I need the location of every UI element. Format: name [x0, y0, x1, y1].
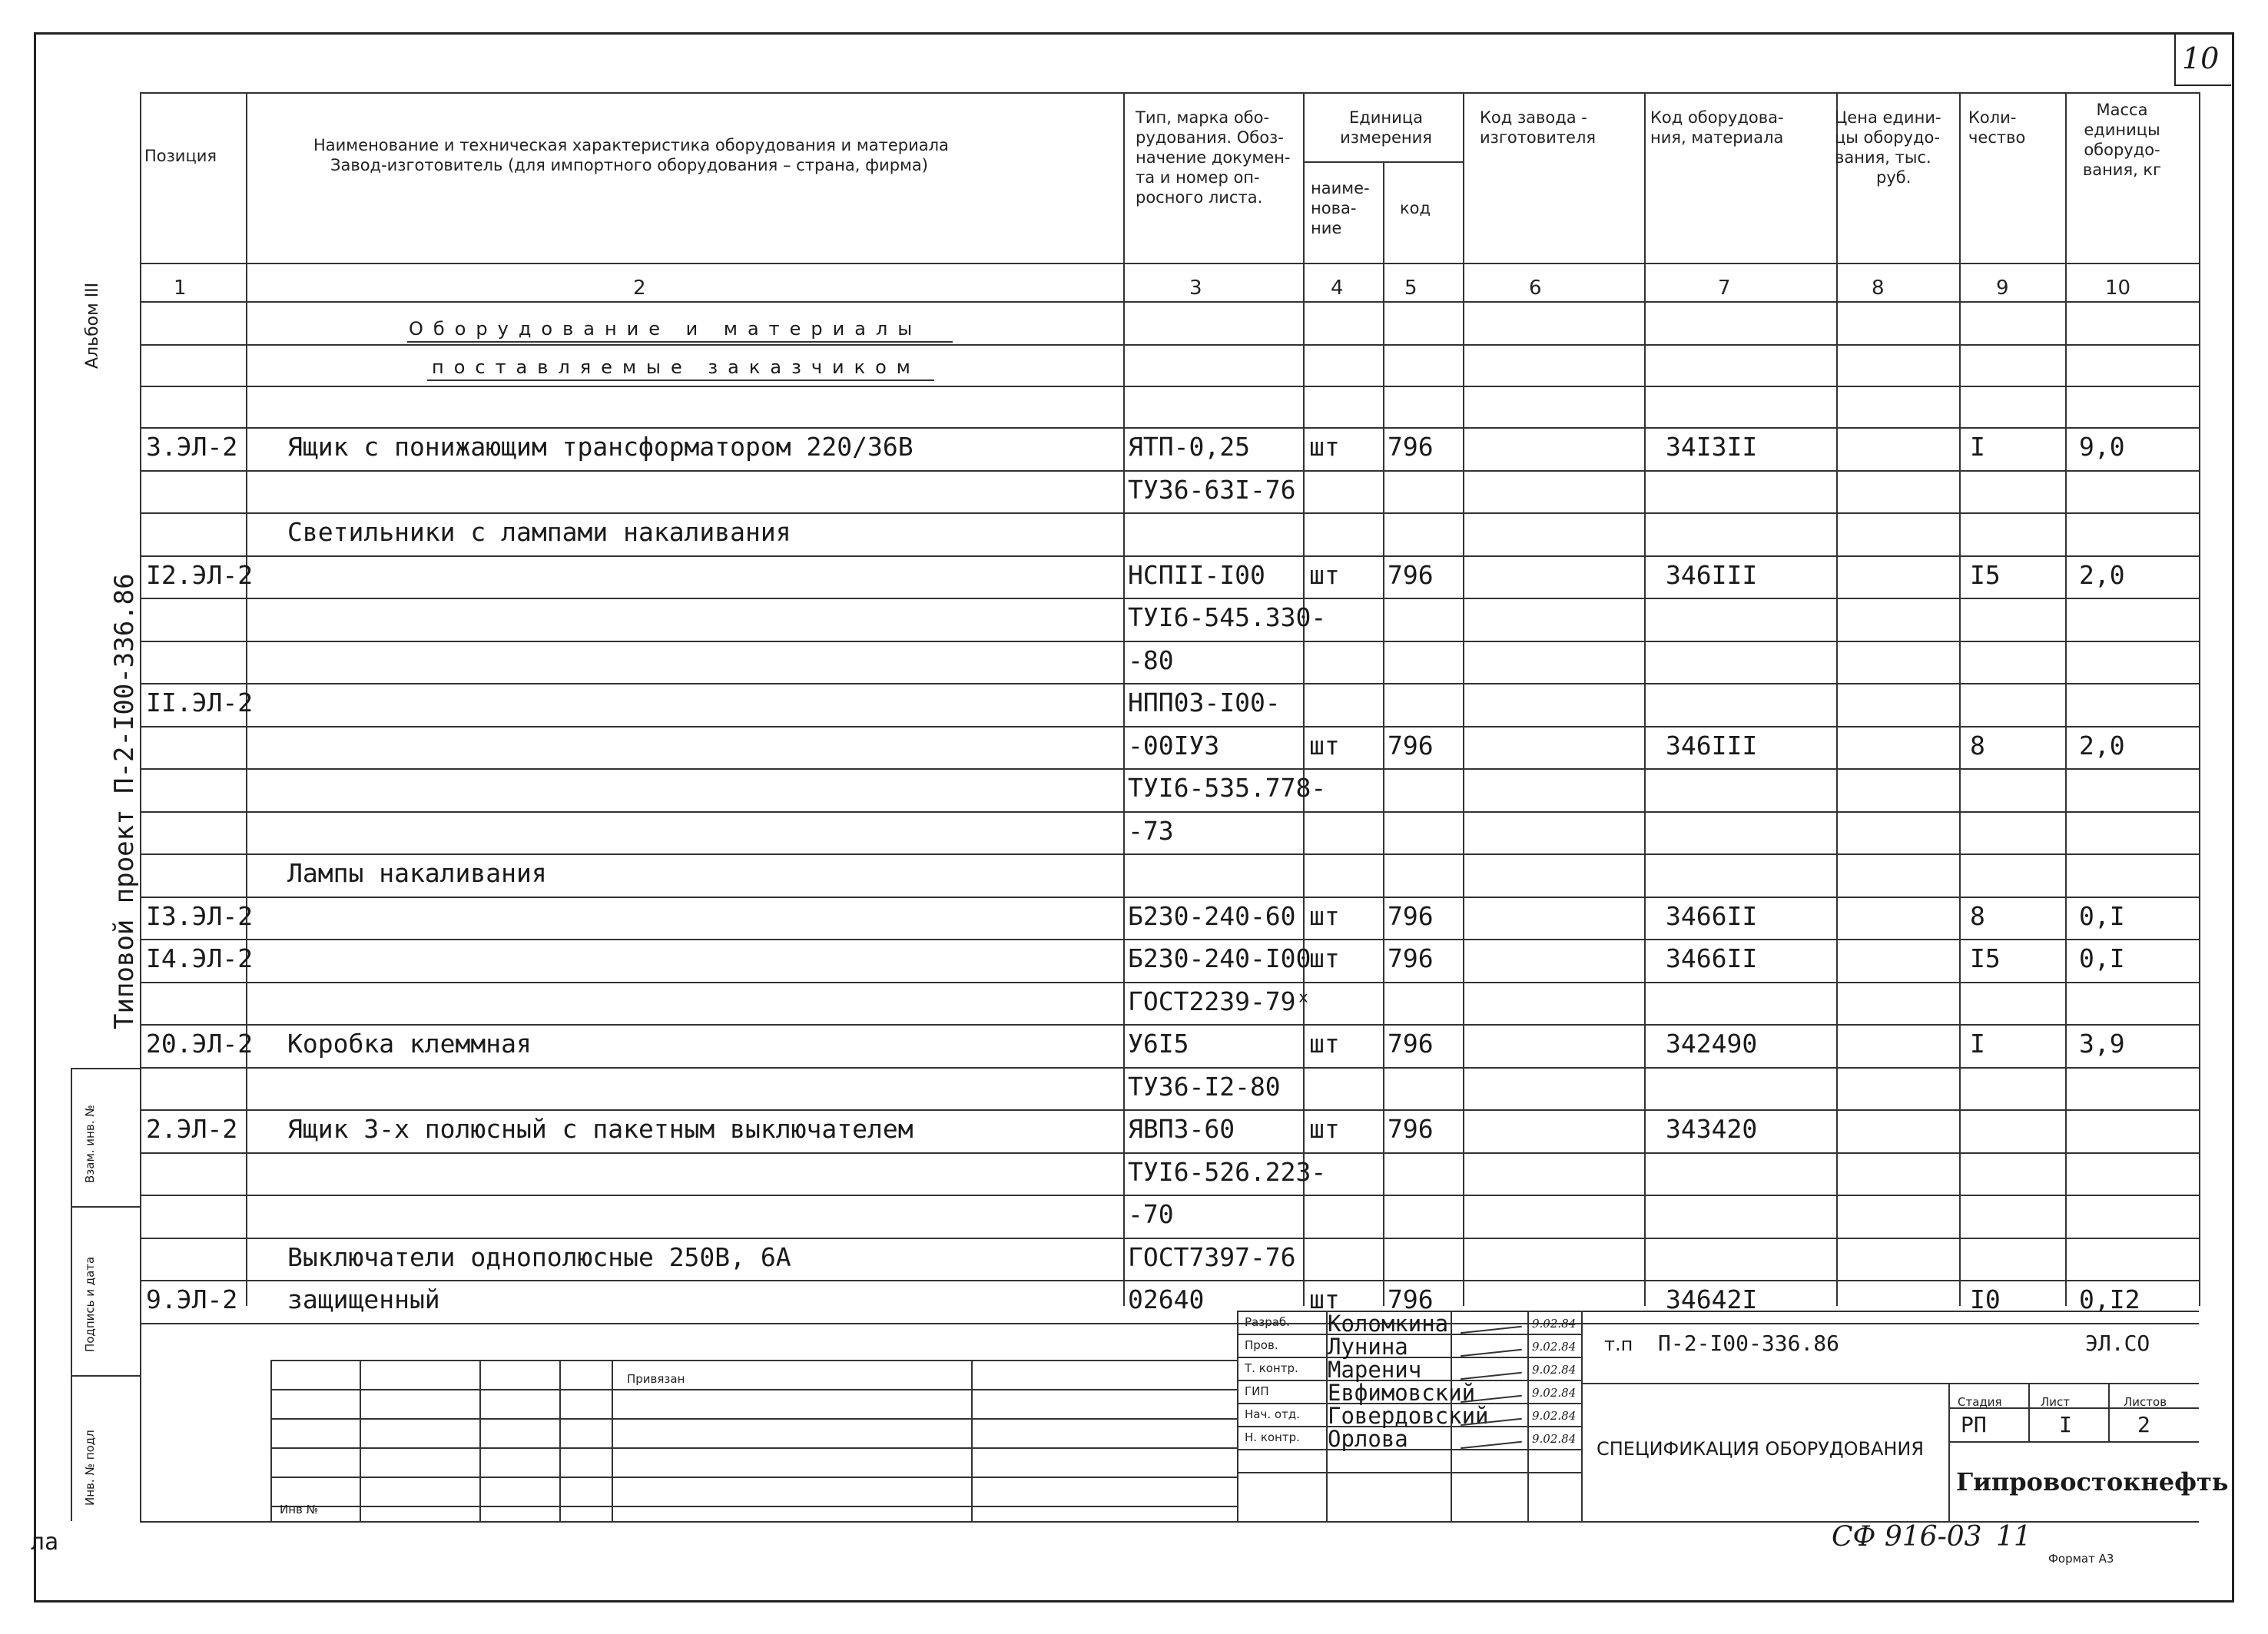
row-0-equip: 34I3II: [1666, 432, 1758, 462]
privyazan-col-line: [612, 1360, 613, 1521]
footer-left-text: ла: [31, 1529, 59, 1556]
inv-label: Инв. № подл: [83, 1430, 97, 1506]
row-0-code: 796: [1388, 432, 1434, 462]
header-bottom-line: [140, 263, 2199, 264]
row-line: [140, 555, 2199, 557]
podpis-label: Подпись и дата: [83, 1256, 97, 1352]
row-line: [140, 641, 2199, 642]
header-factory-code: Код завода - изготовителя: [1480, 108, 1597, 147]
row-0-type: ЯТП-0,25: [1128, 432, 1250, 462]
colnum-6: 6: [1529, 277, 1542, 300]
tb-name-0: Коломкина: [1328, 1311, 1449, 1337]
row-3-equip: 346III: [1666, 560, 1758, 590]
tb-role-5: Н. контр.: [1245, 1430, 1300, 1444]
footer-page: 11: [1996, 1521, 2031, 1553]
column-line: [1123, 92, 1125, 1306]
column-line: [1836, 92, 1838, 1306]
project-label: Типовой проект П-2-I00-336.86: [109, 573, 140, 1029]
section-title-line2: поставляемые заказчиком: [432, 356, 920, 378]
row-12-unit: шт: [1309, 943, 1340, 973]
privyazan-row-line: [270, 1418, 1237, 1420]
header-unit-name: наиме- нова- ние: [1311, 179, 1370, 237]
row-16-equip: 343420: [1666, 1114, 1758, 1144]
row-line: [140, 1323, 2199, 1324]
privyazan-row-line: [270, 1389, 1237, 1390]
row-line: [140, 726, 2199, 728]
row-14-type: У6I5: [1128, 1029, 1189, 1059]
row-3-unit: шт: [1309, 560, 1340, 590]
row-2-name: Светильники с лампами накаливания: [287, 517, 791, 547]
signature-col-line: [1527, 1311, 1529, 1521]
header-type: Тип, марка обо- рудования. Обоз- начение докумен- та и номер оп- росного листа.: [1136, 108, 1291, 207]
left-stamp-div2: [71, 1375, 140, 1377]
row-16-name: Ящик 3-х полюсный с пакетным выключателем: [287, 1114, 914, 1144]
vzam-label: Взам. инв. №: [83, 1105, 97, 1183]
row-20-unit: шт: [1309, 1284, 1340, 1314]
row-12-code: 796: [1388, 943, 1434, 973]
column-line: [2065, 92, 2067, 1306]
column-line: [2199, 92, 2200, 1306]
tb-sheet-col: [2028, 1383, 2030, 1441]
row-14-code: 796: [1388, 1029, 1434, 1059]
tb-name-5: Орлова: [1328, 1426, 1408, 1452]
row-line: [140, 598, 2199, 599]
header-qty: Коли- чество: [1968, 108, 2026, 147]
tb-role-1: Пров.: [1245, 1338, 1278, 1352]
row-11-code: 796: [1388, 901, 1434, 931]
sheets-value: 2: [2137, 1412, 2150, 1437]
row-11-type: Б230-240-60: [1128, 901, 1296, 931]
sheet-label: Лист: [2041, 1395, 2071, 1409]
tb-role-2: Т. контр.: [1245, 1361, 1298, 1375]
row-0-qty: I: [1970, 432, 1985, 462]
privyazan-col-line: [971, 1360, 973, 1521]
privyazan-row-line: [270, 1360, 1237, 1361]
header-position: Позиция: [144, 147, 217, 165]
row-line: [140, 344, 2199, 346]
row-14-name: Коробка клеммная: [287, 1029, 532, 1059]
row-15-type: ТУ36-I2-80: [1128, 1072, 1281, 1102]
tb-name-1: Лунина: [1328, 1334, 1408, 1360]
row-11-unit: шт: [1309, 901, 1340, 931]
row-16-code: 796: [1388, 1114, 1434, 1144]
sheet-number: 10: [2182, 41, 2220, 75]
left-stamp-line: [71, 1068, 72, 1521]
colnum-3: 3: [1189, 277, 1202, 300]
row-line: [140, 1238, 2199, 1239]
row-12-type: Б230-240-I00: [1128, 943, 1311, 973]
row-16-type: ЯВП3-60: [1128, 1114, 1235, 1144]
privyazan-col-line: [479, 1360, 481, 1521]
header-price: Цена едини- цы оборудо- вания, тыс. руб.: [1835, 108, 1941, 187]
row-12-qty: I5: [1970, 943, 2001, 973]
row-8-type: ТУI6-535.778-: [1128, 773, 1327, 803]
row-6-pos: II.ЭЛ-2: [146, 688, 254, 718]
privyazan-col-line: [270, 1360, 272, 1521]
numbers-bottom-line: [140, 301, 2199, 303]
row-3-pos: I2.ЭЛ-2: [146, 560, 254, 590]
colnum-5: 5: [1404, 277, 1418, 300]
row-11-qty: 8: [1970, 901, 1985, 931]
row-3-mass: 2,0: [2079, 560, 2125, 590]
row-20-name: защищенный: [287, 1284, 440, 1314]
privyazan-row-line: [270, 1506, 1237, 1507]
column-line: [1463, 92, 1464, 1306]
tb-sheets-col: [2108, 1383, 2110, 1441]
colnum-8: 8: [1872, 277, 1885, 300]
colnum-7: 7: [1718, 277, 1731, 300]
header-name-line2: Завод-изготовитель (для импортного оборудования – страна, фирма): [330, 156, 928, 174]
row-line: [140, 982, 2199, 983]
tb-date-2: 9.02.84: [1532, 1363, 1577, 1377]
doc-title: СПЕЦИФИКАЦИЯ ОБОРУДОВАНИЯ: [1597, 1438, 1925, 1460]
row-0-mass: 9,0: [2079, 432, 2125, 462]
colnum-2: 2: [633, 277, 646, 300]
row-1-type: ТУ36-63I-76: [1128, 475, 1296, 505]
organization-name: Гипровостокнефть: [1956, 1467, 2229, 1496]
tb-role-0: Разраб.: [1245, 1315, 1290, 1329]
row-12-pos: I4.ЭЛ-2: [146, 943, 254, 973]
row-line: [140, 427, 2199, 429]
row-13-type: ГОСТ2239-79ˣ: [1128, 986, 1311, 1016]
row-line: [140, 683, 2199, 684]
colnum-4: 4: [1331, 277, 1344, 300]
colnum-10: 10: [2105, 277, 2131, 300]
tb-name-2: Маренич: [1328, 1357, 1422, 1383]
tb-stage-line2: [1948, 1441, 2199, 1443]
row-11-equip: 3466II: [1666, 901, 1758, 931]
header-mass: Масса единицы оборудо- вания, кг: [2082, 101, 2162, 179]
tb-date-1: 9.02.84: [1532, 1340, 1577, 1354]
row-20-qty: I0: [1970, 1284, 2001, 1314]
row-12-equip: 3466II: [1666, 943, 1758, 973]
row-7-equip: 346III: [1666, 731, 1758, 761]
row-14-pos: 20.ЭЛ-2: [146, 1029, 254, 1059]
tb-name-3: Евфимовский: [1328, 1380, 1476, 1406]
header-equip-code: Код оборудова- ния, материала: [1650, 108, 1784, 147]
row-0-name: Ящик с понижающим трансформатором 220/36В: [287, 432, 914, 462]
colnum-1: 1: [174, 277, 187, 300]
row-19-name: Выключатели однополюсные 250В, 6А: [287, 1242, 791, 1272]
row-7-code: 796: [1388, 731, 1434, 761]
row-7-qty: 8: [1970, 731, 1985, 761]
inv-no-label: Инв №: [280, 1503, 319, 1516]
column-line: [1644, 92, 1646, 1306]
row-3-code: 796: [1388, 560, 1434, 590]
row-line: [140, 768, 2199, 770]
section-underline-1: [407, 341, 953, 343]
row-16-unit: шт: [1309, 1114, 1340, 1144]
row-11-mass: 0,I: [2079, 901, 2125, 931]
colnum-9: 9: [1996, 277, 2009, 300]
row-line: [140, 1152, 2199, 1154]
tb-date-5: 9.02.84: [1532, 1432, 1577, 1446]
album-label: Альбом III: [83, 282, 102, 369]
tb-title-line: [1581, 1383, 2199, 1384]
row-9-type: -73: [1128, 816, 1174, 846]
row-line: [140, 1280, 2199, 1281]
row-16-pos: 2.ЭЛ-2: [146, 1114, 238, 1144]
footer-format: Формат А3: [2048, 1552, 2114, 1566]
sheets-label: Листов: [2124, 1395, 2167, 1409]
doc-code: П-2-I00-336.86: [1658, 1331, 1840, 1356]
signature-row-line: [1237, 1449, 1581, 1450]
tb-stage-col: [1948, 1383, 1950, 1521]
row-20-equip: 34642I: [1666, 1284, 1758, 1314]
row-line: [140, 1067, 2199, 1069]
row-11-pos: I3.ЭЛ-2: [146, 901, 254, 931]
header-name-line1: Наименование и техническая характеристика оборудования и материала: [313, 136, 949, 154]
row-7-type: -00IУ3: [1128, 731, 1220, 761]
privyazan-label: Привязан: [627, 1372, 685, 1386]
stage-value: РП: [1961, 1412, 1987, 1437]
row-17-type: ТУI6-526.223-: [1128, 1157, 1327, 1187]
row-0-pos: 3.ЭЛ-2: [146, 432, 238, 462]
signature-row-line: [1237, 1472, 1581, 1473]
signature-col-line: [1581, 1311, 1583, 1521]
header-unit-group: Единица измерения: [1340, 108, 1432, 147]
row-20-type: 02640: [1128, 1284, 1205, 1314]
row-4-type: ТУI6-545.330-: [1128, 602, 1327, 632]
column-line: [1383, 161, 1384, 1306]
tb-name-4: Говердовский: [1328, 1403, 1489, 1429]
row-7-mass: 2,0: [2079, 731, 2125, 761]
row-line: [140, 811, 2199, 813]
sheet-value: I: [2059, 1412, 2072, 1437]
row-line: [140, 1195, 2199, 1196]
tb-date-4: 9.02.84: [1532, 1409, 1577, 1423]
row-10-name: Лампы накаливания: [287, 858, 547, 888]
row-12-mass: 0,I: [2079, 943, 2125, 973]
tp-label: т.п: [1604, 1334, 1633, 1355]
privyazan-row-line: [270, 1477, 1237, 1478]
row-line: [140, 512, 2199, 514]
row-6-type: НПП03-I00-: [1128, 688, 1281, 718]
footer-code: СФ 916-03: [1832, 1521, 1982, 1553]
row-line: [140, 1024, 2199, 1026]
stage-label: Стадия: [1958, 1395, 2002, 1409]
row-line: [140, 386, 2199, 387]
privyazan-row-line: [270, 1447, 1237, 1449]
tb-top-line: [1581, 1311, 2199, 1312]
row-14-mass: 3,9: [2079, 1029, 2125, 1059]
column-line: [1959, 92, 1961, 1306]
row-3-qty: I5: [1970, 560, 2001, 590]
row-14-equip: 342490: [1666, 1029, 1758, 1059]
tb-date-0: 9.02.84: [1532, 1317, 1577, 1331]
signature-col-line: [1237, 1311, 1238, 1521]
left-stamp-top: [71, 1068, 140, 1069]
row-7-unit: шт: [1309, 731, 1340, 761]
row-14-qty: I: [1970, 1029, 1985, 1059]
row-5-type: -80: [1128, 645, 1174, 675]
row-line: [140, 470, 2199, 472]
row-20-pos: 9.ЭЛ-2: [146, 1284, 238, 1314]
row-3-type: НСПII-I00: [1128, 560, 1265, 590]
tb-role-3: ГИП: [1245, 1384, 1269, 1398]
privyazan-col-line: [559, 1360, 561, 1521]
tb-role-4: Нач. отд.: [1245, 1407, 1300, 1421]
row-line: [140, 853, 2199, 855]
section-underline-2: [427, 379, 934, 381]
row-20-code: 796: [1388, 1284, 1434, 1314]
table-top-line: [140, 92, 2199, 94]
row-line: [140, 897, 2199, 898]
column-line: [140, 92, 141, 1306]
row-line: [140, 939, 2199, 940]
row-20-mass: 0,I2: [2079, 1284, 2140, 1314]
column-line: [1303, 92, 1305, 1306]
row-line: [140, 1109, 2199, 1111]
privyazan-col-line: [360, 1360, 361, 1521]
row-0-unit: шт: [1309, 432, 1340, 462]
tb-date-3: 9.02.84: [1532, 1386, 1577, 1400]
row-14-unit: шт: [1309, 1029, 1340, 1059]
left-stamp-div1: [71, 1206, 140, 1208]
row-19-type: ГОСТ7397-76: [1128, 1242, 1296, 1272]
doc-mark: ЭЛ.СО: [2085, 1331, 2150, 1356]
section-title-line1: Оборудование и материалы: [409, 318, 923, 340]
row-18-type: -70: [1128, 1199, 1174, 1229]
header-unit-code: код: [1400, 199, 1431, 217]
